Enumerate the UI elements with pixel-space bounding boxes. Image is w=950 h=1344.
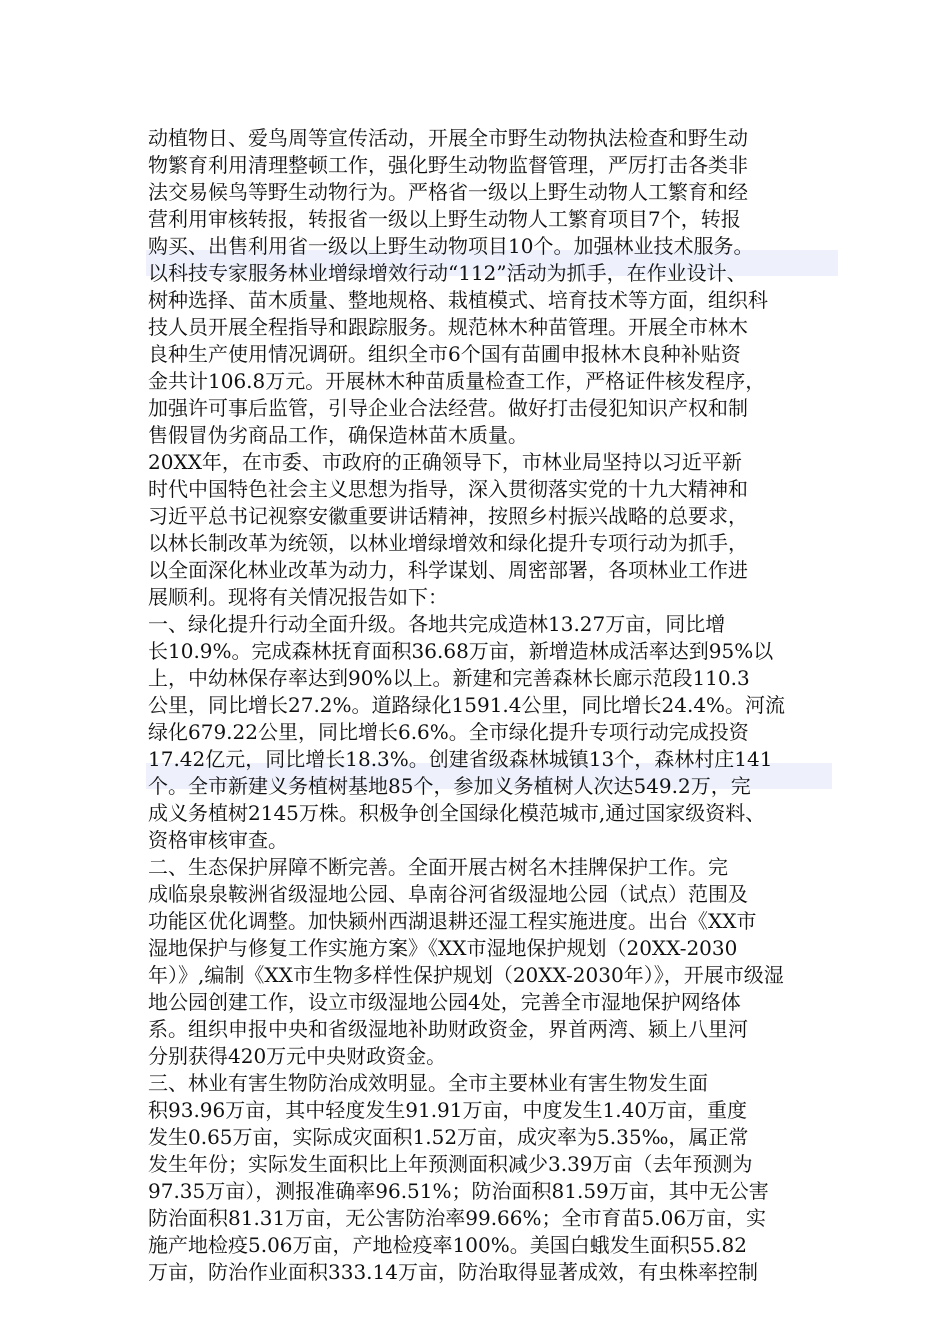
text-line: 地公园创建工作，设立市级湿地公园4处，完善全市湿地保护网络体 bbox=[148, 990, 741, 1014]
text-line: 售假冒伪劣商品工作，确保造林苗木质量。 bbox=[148, 423, 528, 447]
text-line: 功能区优化调整。加快颍州西湖退耕还湿工程实施进度。出台《XX市 bbox=[148, 909, 757, 933]
text-line: 营利用审核转报，转报省一级以上野生动物人工繁育项目7个，转报 bbox=[148, 207, 741, 231]
text-line: 公里，同比增长27.2%。道路绿化1591.4公里，同比增长24.4%。河流 bbox=[148, 693, 786, 717]
text-line: 树种选择、苗木质量、整地规格、栽植模式、培育技术等方面，组织科 bbox=[148, 288, 768, 312]
text-line: 长10.9%。完成森林抚育面积36.68万亩，新增造林成活率达到95%以 bbox=[148, 639, 774, 663]
text-line: 展顺利。现将有关情况报告如下： bbox=[148, 585, 448, 609]
text-line: 防治面积81.31万亩，无公害防治率99.66%；全市育苗5.06万亩，实 bbox=[148, 1206, 767, 1230]
text-line: 三、林业有害生物防治成效明显。全市主要林业有害生物发生面 bbox=[148, 1071, 708, 1095]
text-line: 动植物日、爱鸟周等宣传活动，开展全市野生动物执法检查和野生动 bbox=[148, 126, 748, 150]
text-line: 年）》,编制《XX市生物多样性保护规划（20XX-2030年）》，开展市级湿 bbox=[148, 963, 784, 987]
text-line: 施产地检疫5.06万亩，产地检疫率100%。美国白蛾发生面积55.82 bbox=[148, 1233, 747, 1257]
text-line: 二、生态保护屏障不断完善。全面开展古树名木挂牌保护工作。完 bbox=[148, 855, 728, 879]
text-line: 个。全市新建义务植树基地85个，参加义务植树人次达549.2万，完 bbox=[148, 774, 751, 798]
text-line: 技人员开展全程指导和跟踪服务。规范林木种苗管理。开展全市林木 bbox=[148, 315, 748, 339]
text-line: 以全面深化林业改革为动力，科学谋划、周密部署，各项林业工作进 bbox=[148, 558, 748, 582]
text-line: 17.42亿元，同比增长18.3%。创建省级森林城镇13个，森林村庄141 bbox=[148, 747, 773, 771]
text-line: 发生年份；实际发生面积比上年预测面积减少3.39万亩（去年预测为 bbox=[148, 1152, 753, 1176]
text-line: 加强许可事后监管，引导企业合法经营。做好打击侵犯知识产权和制 bbox=[148, 396, 748, 420]
text-line: 习近平总书记视察安徽重要讲话精神，按照乡村振兴战略的总要求， bbox=[148, 504, 748, 528]
text-line: 成临泉泉鞍洲省级湿地公园、阜南谷河省级湿地公园（试点）范围及 bbox=[148, 882, 748, 906]
text-line: 物繁育利用清理整顿工作，强化野生动物监督管理，严厉打击各类非 bbox=[148, 153, 748, 177]
text-line: 法交易候鸟等野生动物行为。严格省一级以上野生动物人工繁育和经 bbox=[148, 180, 748, 204]
text-line: 金共计106.8万元。开展林木种苗质量检查工作，严格证件核发程序， bbox=[148, 369, 766, 393]
text-line: 以科技专家服务林业增绿增效行动“112”活动为抓手，在作业设计、 bbox=[148, 261, 747, 285]
text-line: 一、绿化提升行动全面升级。各地共完成造林13.27万亩，同比增 bbox=[148, 612, 726, 636]
text-line: 20XX年，在市委、市政府的正确领导下，市林业局坚持以习近平新 bbox=[148, 450, 742, 474]
text-line: 发生0.65万亩，实际成灾面积1.52万亩，成灾率为5.35‰，属正常 bbox=[148, 1125, 749, 1149]
text-line: 分别获得420万元中央财政资金。 bbox=[148, 1044, 447, 1068]
text-line: 万亩，防治作业面积333.14万亩，防治取得显著成效，有虫株率控制 bbox=[148, 1260, 758, 1284]
text-line: 上，中幼林保存率达到90%以上。新建和完善森林长廊示范段110.3 bbox=[148, 666, 750, 690]
text-line: 成义务植树2145万株。积极争创全国绿化模范城市,通过国家级资料、 bbox=[148, 801, 766, 825]
text-line: 积93.96万亩，其中轻度发生91.91万亩，中度发生1.40万亩，重度 bbox=[148, 1098, 748, 1122]
text-line: 以林长制改革为统领，以林业增绿增效和绿化提升专项行动为抓手， bbox=[148, 531, 748, 555]
text-line: 购买、出售利用省一级以上野生动物项目10个。加强林业技术服务。 bbox=[148, 234, 754, 258]
text-line: 良种生产使用情况调研。组织全市6个国有苗圃申报林木良种补贴资 bbox=[148, 342, 741, 366]
text-line: 湿地保护与修复工作实施方案》《XX市湿地保护规划（20XX-2030 bbox=[148, 936, 738, 960]
text-line: 资格审核审查。 bbox=[148, 828, 288, 852]
text-line: 时代中国特色社会主义思想为指导，深入贯彻落实党的十九大精神和 bbox=[148, 477, 748, 501]
text-line: 绿化679.22公里，同比增长6.6%。全市绿化提升专项行动完成投资 bbox=[148, 720, 749, 744]
text-line: 97.35万亩），测报准确率96.51%；防治面积81.59万亩，其中无公害 bbox=[148, 1179, 769, 1203]
text-line: 系。组织申报中央和省级湿地补助财政资金，界首两湾、颍上八里河 bbox=[148, 1017, 748, 1041]
